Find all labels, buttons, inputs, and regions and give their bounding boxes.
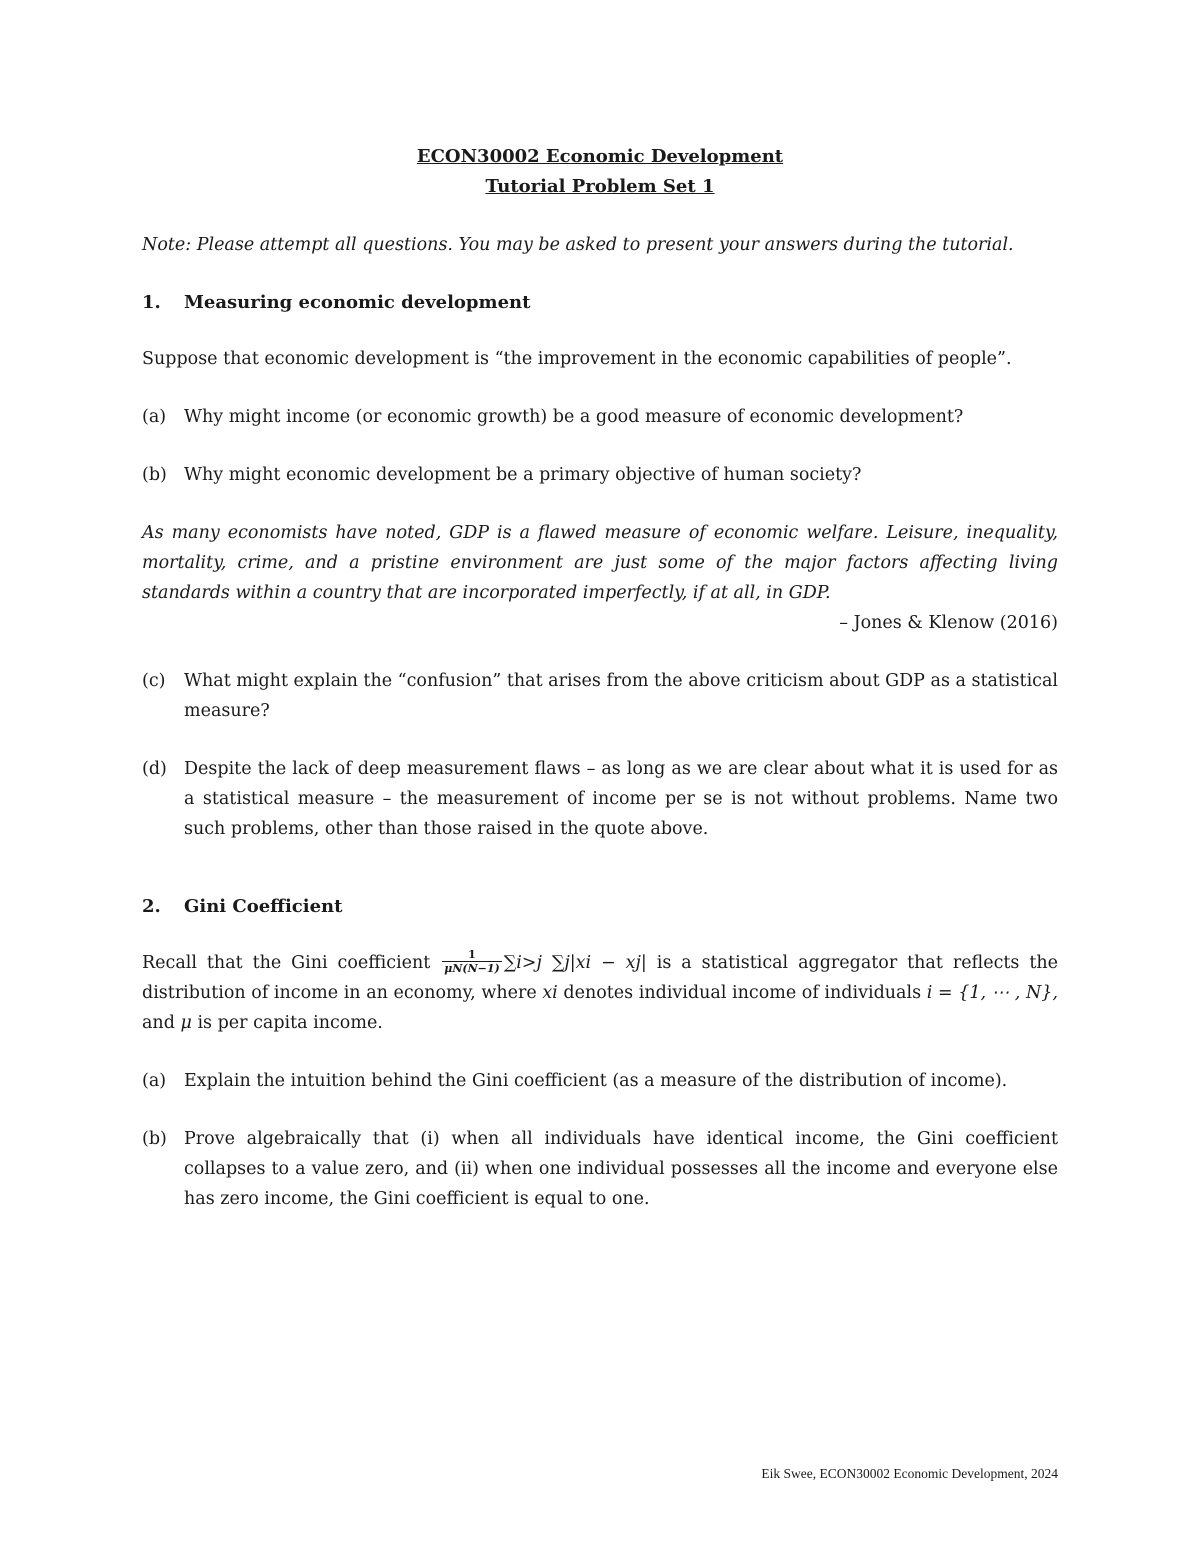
page-footer: Eik Swee, ECON30002 Economic Development, 2024 [761,1466,1058,1481]
question-label: (c) [142,671,166,691]
question-text: Prove algebraically that (i) when all individuals have identical income, the Gini coefficient collapses to a value zero, and (ii) when one individual possesses all the income and everyone else has zero income, the Gini coefficient is equal to one. [184,1129,1058,1209]
question-label: (b) [142,1129,167,1149]
var-mu: μ [180,1013,192,1033]
gini-intro-before: Recall that the Gini coefficient [142,953,431,973]
page-content [142,142,1058,1214]
problem-set-title: Tutorial Problem Set 1 [485,176,715,197]
question-2b [142,1124,1058,1214]
section-1-intro: Suppose that economic development is “the improvement in the economic capabilities of people”. [142,349,1012,369]
section-1-title: Measuring economic development [184,292,531,313]
section-1-heading [142,288,1058,318]
gini-fraction-numerator: 1 [442,948,501,962]
question-1d [142,754,1058,844]
var-i: i = [926,983,953,1003]
question-1c [142,666,1058,726]
gini-fraction [442,948,501,975]
question-label: (a) [142,407,167,427]
var-x-i: xi [542,983,558,1003]
question-text: What might explain the “confusion” that arises from the above criticism about GDP as a statistical measure? [184,671,1059,721]
section-1-number: 1. [142,292,161,313]
question-text: Why might income (or economic growth) be a good measure of economic development? [184,407,964,427]
question-label: (a) [142,1071,167,1091]
quote-attribution: – Jones & Klenow (2016) [839,613,1058,633]
title-block [142,142,1058,202]
gini-formula: ∑i>j ∑j|xi − xj| [503,953,647,973]
section-2-title: Gini Coefficient [184,896,343,917]
gini-intro-mid: denotes individual income of individuals [563,983,922,1003]
question-text: Why might economic development be a primary objective of human society? [184,465,862,485]
question-label: (d) [142,759,167,779]
gini-intro-and: and [142,1013,175,1033]
section-2-intro [142,948,1058,1038]
question-text: Explain the intuition behind the Gini coefficient (as a measure of the distribution of income). [184,1071,1008,1091]
index-set: {1, ⋯ , N}, [958,983,1058,1003]
gini-fraction-denominator: μN(N−1) [444,962,500,975]
gini-intro-after: is a statistical aggregator that reflects the distribution of income in an economy, where [142,953,1058,1003]
question-text: Despite the lack of deep measurement flaws – as long as we are clear about what it is used for as a statistical measure – the measurement of income per se is not without problems. Name two such problems, other than those raised in the quote above. [184,759,1058,839]
question-2a [142,1066,1058,1096]
question-1b [142,460,1058,490]
question-1a [142,402,1058,432]
section-2-number: 2. [142,896,161,917]
section-2-heading [142,892,1058,922]
instructions-note: Note: Please attempt all questions. You may be asked to present your answers during the tutorial. [142,235,1014,255]
question-label: (b) [142,465,167,485]
block-quote: As many economists have noted, GDP is a flawed measure of economic welfare. Leisure, inequality, mortality, crime, and a pristine environment are just some of the major factors affecting living standards within a country that are incorporated imperfectly, if at all, in GDP. [142,523,1058,603]
course-title: ECON30002 Economic Development [416,146,784,167]
gini-intro-end: is per capita income. [197,1013,383,1033]
